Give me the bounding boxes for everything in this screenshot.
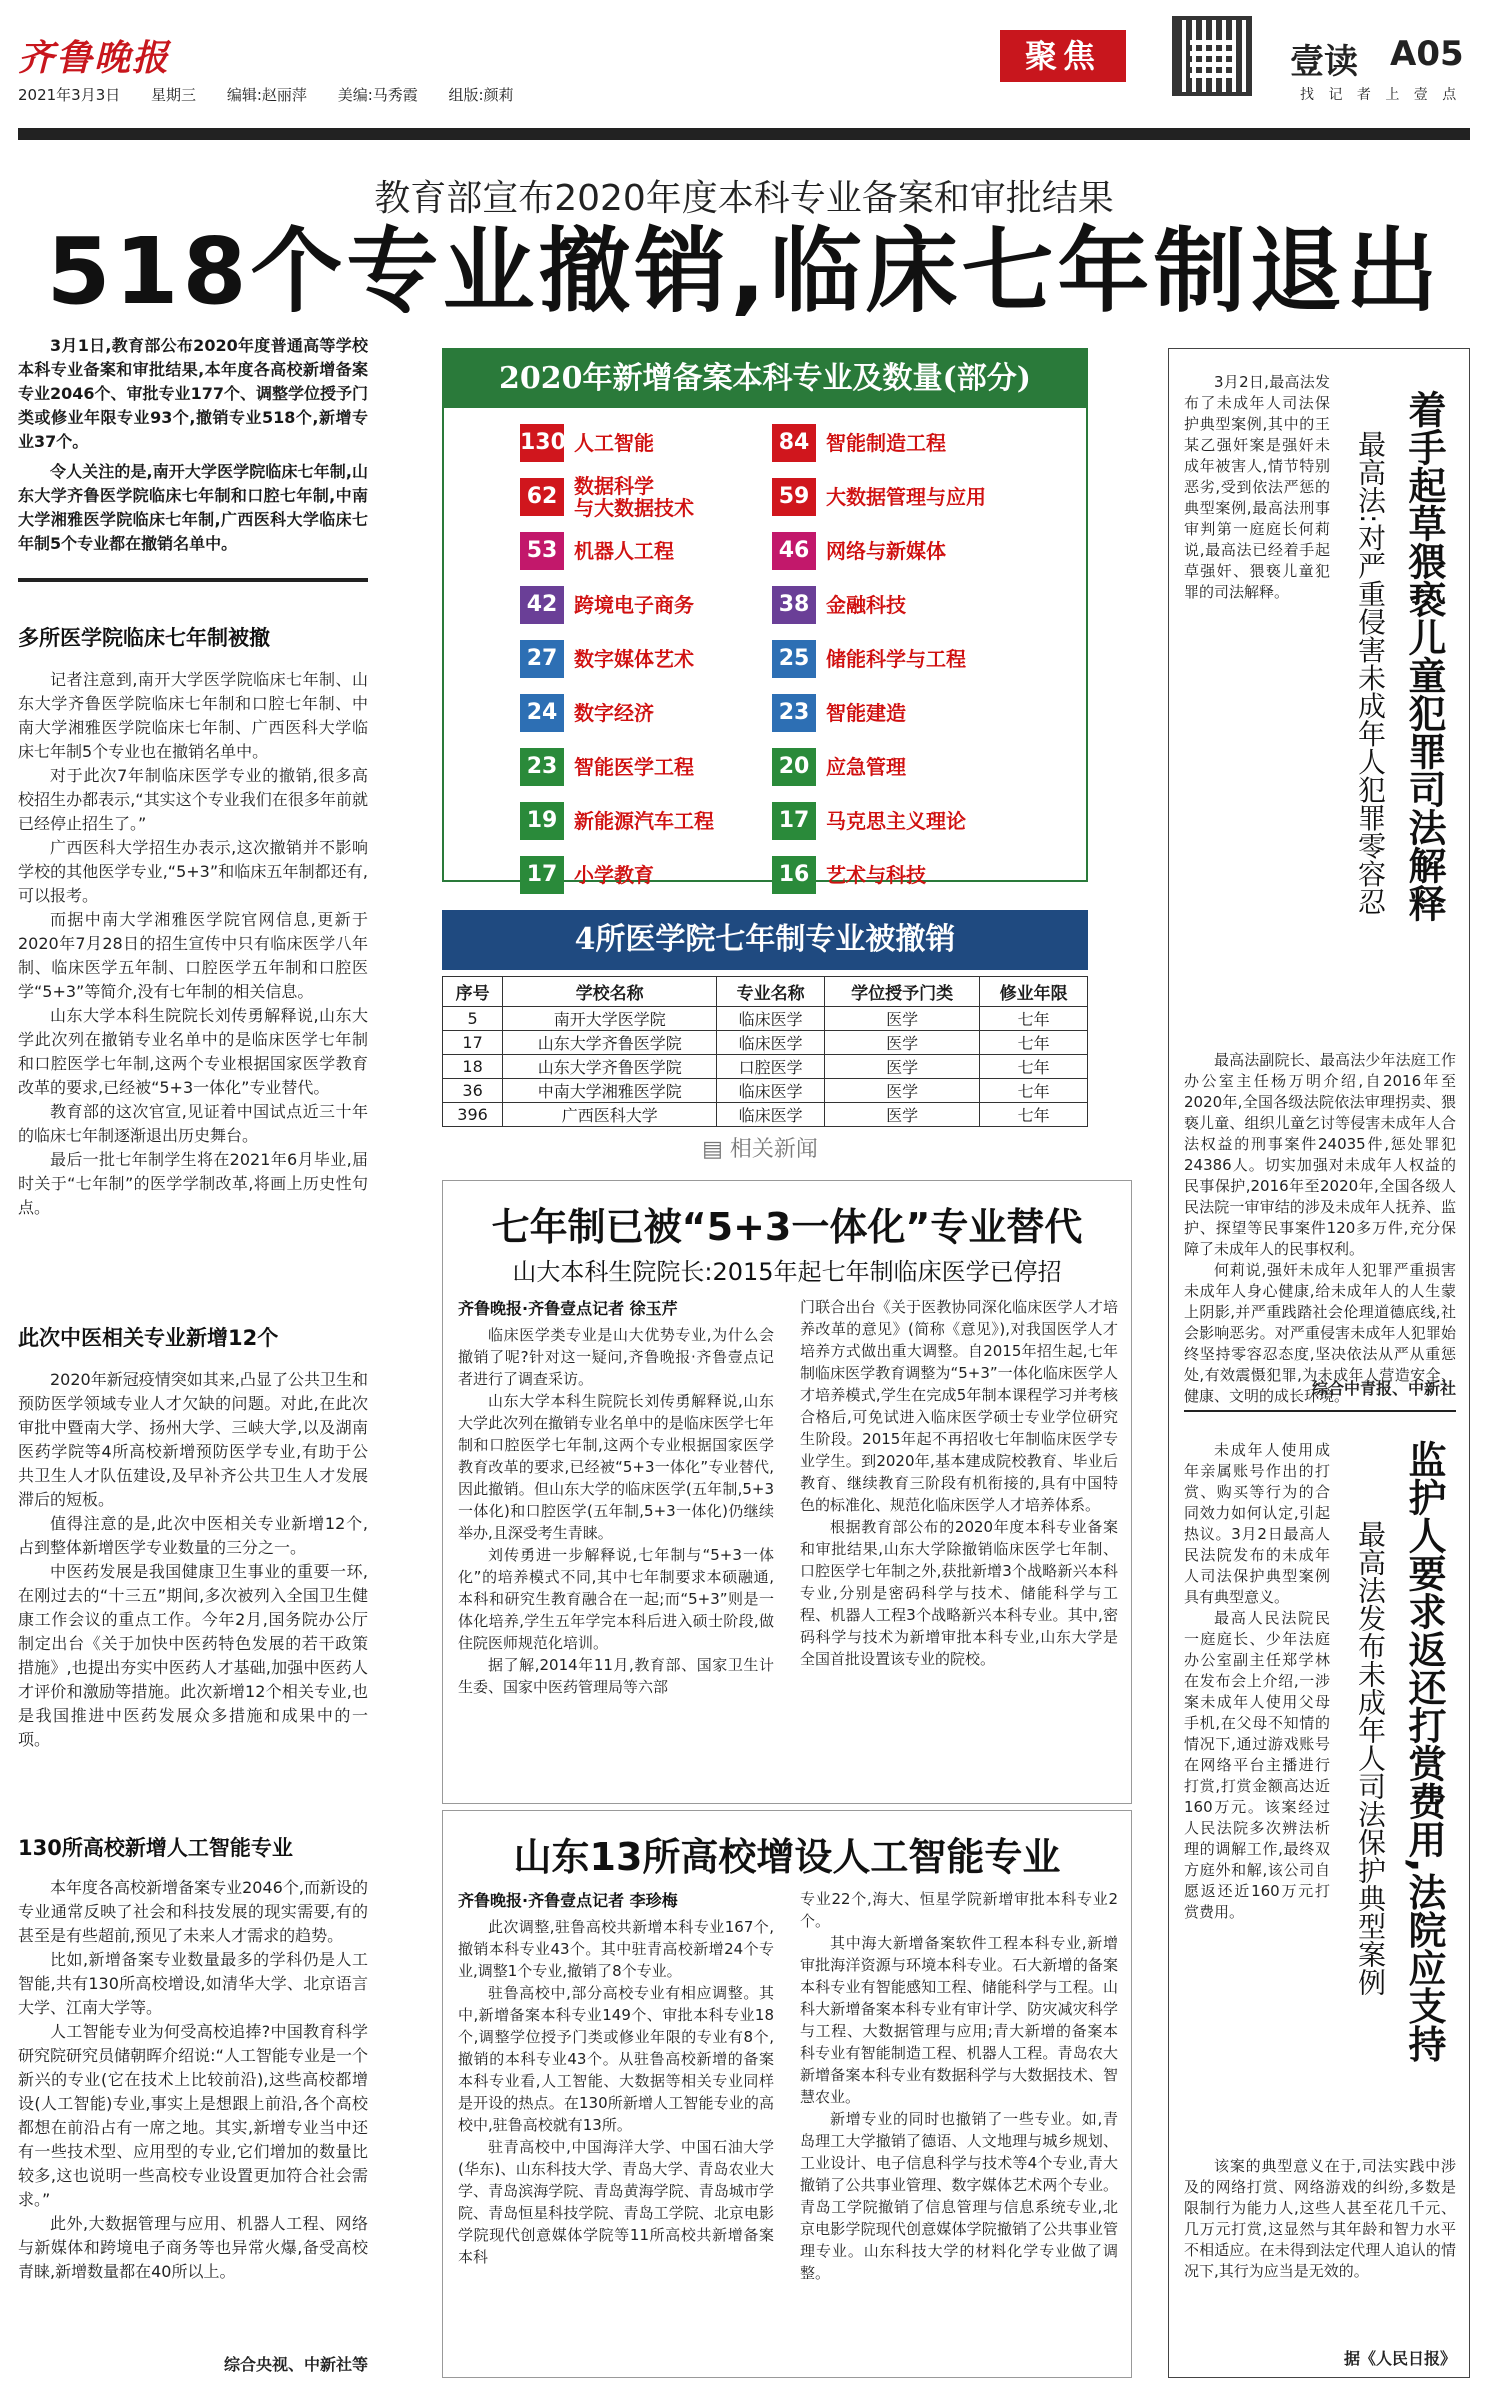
med-table-wrap [442,976,1088,1127]
para: 记者注意到,南开大学医学院临床七年制、山东大学齐鲁医学院临床七年制和口腔七年制、中南大学湘雅医学院临床七年制、广西医科大学临床七年制5个专业也在撤销名单中。 [18,670,368,761]
right-article-1-body-a [1184,372,1330,603]
divider [18,578,368,582]
lead-p: 令人关注的是,南开大学医学院临床七年制,山东大学齐鲁医学院临床七年制和口腔七年制,中南大学湘雅医学院临床七年制,广西医科大学临床七年制5个专业都在撤销名单中。 [18,462,368,553]
major-row [520,578,760,632]
major-name: 储能科学与工程 [826,647,966,671]
article-1-title: 七年制已被“5+3一体化”专业替代 [491,1205,1083,1249]
table-cell: 医学 [824,1055,979,1079]
major-row [520,416,760,470]
date: 2021年3月3日 [18,86,121,104]
section-body [18,1368,368,1752]
majors-panel-title: 2020年新增备案本科专业及数量(部分) [442,350,1088,408]
table-cell: 医学 [824,1079,979,1103]
right-article-2-title: 监护人要求返还打赏费用,法院应支持 [1402,1440,1446,2063]
major-row [772,794,1072,848]
table-header: 修业年限 [980,977,1088,1007]
major-count: 23 [520,748,564,786]
para: 未成年人使用成年亲属账号作出的打赏、购买等行为的合同效力如何认定,引起热议。3月2日最高人民法院发布的未成年人司法保护典型案例具有典型意义。 [1184,1441,1330,1606]
major-count: 17 [772,802,816,840]
section-body [18,1876,368,2284]
major-row [772,578,1072,632]
para: 值得注意的是,此次中医相关专业新增12个,占到整体新增医学专业数量的三分之一。 [18,1514,368,1557]
table-cell: 临床医学 [717,1031,825,1055]
table-cell: 七年 [980,1055,1088,1079]
major-name: 跨境电子商务 [574,593,694,617]
art-editor: 美编:马秀霞 [337,86,418,104]
weekday: 星期三 [151,86,197,104]
credit: 综合央视、中新社等 [223,2355,368,2374]
para: 专业22个,海大、恒星学院新增审批本科专业2个。 [800,1890,1118,1930]
major-count: 42 [520,586,564,624]
related-news-label: ▤ 相关新闻 [702,1137,818,1162]
major-name: 小学教育 [574,863,654,887]
major-row [772,848,1072,902]
right-article-2-body-a [1184,1440,1330,1923]
table-cell: 七年 [980,1079,1088,1103]
right-article-2-body-b [1184,2156,1456,2282]
lead-p: 3月1日,教育部公布2020年度普通高等学校本科专业备案和审批结果,本年度各高校新增备案专业2046个、审批专业177个、调整学位授予门类或修业年限专业93个,撤销专业518个,新增专业37个。 [18,336,368,451]
section-title: 此次中医相关专业新增12个 [18,1326,279,1350]
major-count: 84 [772,424,816,462]
table-cell: 广西医科大学 [503,1103,717,1127]
major-row [772,632,1072,686]
major-count: 27 [520,640,564,678]
major-count: 46 [772,532,816,570]
major-row [772,416,1072,470]
major-row [520,740,760,794]
para: 3月2日,最高法发布了未成年人司法保护典型案例,其中的王某乙强奸案是强奸未成年被害人,情节特别恶劣,受到依法严惩的典型案例,最高法刑事审判第一庭庭长何莉说,最高法已经着手起草强奸、猥亵儿童犯罪的司法解释。 [1184,373,1330,601]
para: 最高法副院长、最高法少年法庭工作办公室主任杨万明介绍,自2016年至2020年,全国各级法院依法审理拐卖、猥亵儿童、组织儿童乞讨等侵害未成年人合法权益的刑事案件24035件,惩处罪犯24386人。切实加强对未成年人权益的民事保护,2016年至2020年,全国各级人民法院一审审结的涉及未成年人抚养、监护、探望等民事案件120多万件,充分保障了未成年人的民事权利。 [1184,1051,1456,1258]
table-cell: 口腔医学 [717,1055,825,1079]
table-cell: 临床医学 [717,1079,825,1103]
dateline [18,84,534,105]
table-cell: 南开大学医学院 [503,1007,717,1031]
major-name: 应急管理 [826,755,906,779]
table-cell: 临床医学 [717,1007,825,1031]
qr-code-icon[interactable] [1172,16,1252,96]
table-cell: 36 [443,1079,503,1103]
major-row [520,632,760,686]
table-row [443,1031,1088,1055]
table-cell: 山东大学齐鲁医学院 [503,1055,717,1079]
para: 此次调整,驻鲁高校共新增本科专业167个,撤销本科专业43个。其中驻青高校新增24个专业,调整1个专业,撤销了8个专业。 [458,1918,774,1980]
table-cell: 七年 [980,1031,1088,1055]
table-cell: 中南大学湘雅医学院 [503,1079,717,1103]
para: 此外,大数据管理与应用、机器人工程、网络与新媒体和跨境电子商务等也异常火爆,备受高校青睐,新增数量都在40所以上。 [18,2214,368,2281]
article-2-byline: 齐鲁晚报·齐鲁壹点记者 李珍梅 [458,1891,678,1910]
para: 教育部的这次官宣,见证着中国试点近三十年的临床七年制逐渐退出历史舞台。 [18,1102,368,1145]
major-row [520,524,760,578]
major-name: 人工智能 [574,431,654,455]
para: 门联合出台《关于医教协同深化临床医学人才培养改革的意见》(简称《意见》),对我国医学人才培养方式做出重大调整。自2015年招生起,七年制临床医学教育调整为“5+3”一体化临床医学人才培养模式,学生在完成5年制本课程学习并考核合格后,可免试进入临床医学硕士专业学位研究生阶段。2015年起不再招收七年制临床医学专业学生。到2020年,基本建成院校教育、毕业后教育、继续教育三阶段有机衔接的,具有中国特色的标准化、规范化临床医学人才培养体系。 [800,1298,1118,1514]
page-number: A05 [1390,34,1464,74]
para: 驻青高校中,中国海洋大学、中国石油大学(华东)、山东科技大学、青岛大学、青岛农业大学、青岛滨海学院、青岛黄海学院、青岛城市学院、青岛恒星科技学院、青岛工学院、北京电影学院现代创意媒体学院等11所高校共新增备案本科 [458,2138,774,2266]
para: 山东大学本科生院院长刘传勇解释说,山东大学此次列在撤销专业名单中的是临床医学七年制和口腔医学七年制,这两个专业根据国家医学教育改革的要求,已经被“5+3一体化”专业替代。 [18,1006,368,1097]
table-row [443,1079,1088,1103]
major-name: 智能医学工程 [574,755,694,779]
right-article-2-subtitle: 最高法发布未成年人司法保护典型案例 [1354,1520,1387,1996]
major-row [772,686,1072,740]
major-name: 大数据管理与应用 [826,485,986,509]
major-name: 数据科学 与大数据技术 [574,474,694,520]
para: 新增专业的同时也撤销了一些专业。如,青岛理工大学撤销了德语、人文地理与城乡规划、工业设计、电子信息科学与技术等4个专业,青大撤销了公共事业管理、数字媒体艺术两个专业。青岛工学院撤销了信息管理与信息系统专业,北京电影学院现代创意媒体学院撤销了公共事业管理专业。山东科技大学的材料化学专业做了调整。 [800,2110,1118,2282]
para: 驻鲁高校中,部分高校专业有相应调整。其中,新增备案本科专业149个、审批本科专业18个,调整学位授予门类或修业年限的专业有8个,撤销的本科专业43个。从驻鲁高校新增的备案本科专业看,人工智能、大数据等相关专业同样是开设的热点。在130所新增人工智能专业的高校中,驻鲁高校就有13所。 [458,1984,774,2134]
headline: 518个专业撤销,临床七年制退出 [46,218,1442,325]
med-table [442,976,1088,1127]
table-cell: 396 [443,1103,503,1127]
para: 人工智能专业为何受高校追捧?中国教育科学研究院研究员储朝晖介绍说:“人工智能专业是一个新兴的专业(它在技术上比较前沿),这些高校都增设(人工智能)专业,事实上是想跟上前沿,各个高校都想在前沿占有一席之地。其实,新增专业当中还有一些技术型、应用型的专业,它们增加的数量比较多,这也说明一些高校专业设置更加符合社会需求。” [18,2022,368,2209]
reporter-tag: 找 记 者 上 壹 点 [1300,87,1457,103]
major-row [520,470,760,524]
proof: 组版:颜莉 [448,86,514,104]
major-name: 艺术与科技 [826,863,926,887]
table-cell: 山东大学齐鲁医学院 [503,1031,717,1055]
table-cell: 5 [443,1007,503,1031]
para: 刘传勇进一步解释说,七年制与“5+3一体化”的培养模式不同,其中七年制要求本硕融通,本科和研究生教育融合在一起;而“5+3”则是一体化培养,学生五年学完本科后进入硕士阶段,做住院医师规范化培训。 [458,1546,774,1652]
para: 本年度各高校新增备案专业2046个,而新设的专业通常反映了社会和科技发展的现实需要,有的甚至是有些超前,预见了未来人才需求的趋势。 [18,1878,368,1945]
major-name: 金融科技 [826,593,906,617]
para: 比如,新增备案专业数量最多的学科仍是人工智能,共有130所高校增设,如清华大学、北京语言大学、江南大学等。 [18,1950,368,2017]
major-count: 130 [520,424,564,462]
para: 山东大学本科生院院长刘传勇解释说,山东大学此次列在撤销专业名单中的是临床医学七年制和口腔医学七年制,这两个专业根据国家医学教育改革的要求,已经被“5+3一体化”专业替代,因此撤销。但山东大学的临床医学(五年制,5+3一体化)和口腔医学(五年制,5+3一体化)仍继续举办,且深受考生青睐。 [458,1392,774,1542]
article-1-col2 [800,1296,1118,1670]
major-count: 25 [772,640,816,678]
major-name: 马克思主义理论 [826,809,966,833]
para: 最高人民法院民一庭庭长、少年法庭办公室副主任郑学林在发布会上介绍,一涉案未成年人使用父母手机,在父母不知情的情况下,通过游戏账号在网络平台主播进行打赏,打赏金额高达近160万元。该案经过人民法院多次辨法析理的调解工作,最终双方庭外和解,该公司自愿返还近160万元打赏费用。 [1184,1609,1330,1921]
para: 临床医学类专业是山大优势专业,为什么会撤销了呢?针对这一疑问,齐鲁晚报·齐鲁壹点记者进行了调查采访。 [458,1326,774,1388]
major-count: 19 [520,802,564,840]
table-cell: 医学 [824,1007,979,1031]
section-label: 聚焦 [1000,30,1126,82]
para: 据了解,2014年11月,教育部、国家卫生计生委、国家中医药管理局等六部 [458,1656,774,1696]
section-body [18,668,368,1220]
major-count: 24 [520,694,564,732]
lead-paragraphs [18,334,368,562]
table-cell: 临床医学 [717,1103,825,1127]
major-name: 智能制造工程 [826,431,946,455]
major-name: 数字媒体艺术 [574,647,694,671]
major-count: 53 [520,532,564,570]
table-row [443,1103,1088,1127]
major-row [772,524,1072,578]
section-title: 多所医学院临床七年制被撤 [18,626,270,650]
related-text: 相关新闻 [729,1137,818,1162]
para: 根据教育部公布的2020年度本科专业备案和审批结果,山东大学除撤销临床医学七年制、口腔医学七年制之外,获批新增3个战略新兴本科专业,分别是密码科学与技术、储能科学与工程、机器人工程3个战略新兴本科专业。其中,密码科学与技术为新增审批本科专业,山东大学是全国首批设置该专业的院校。 [800,1518,1118,1668]
article-2-col1 [458,1916,774,2268]
para: 最后一批七年制学生将在2021年6月毕业,届时关于“七年制”的医学学制改革,将画上历史性句点。 [18,1150,368,1217]
article-1-subtitle: 山大本科生院院长:2015年起七年制临床医学已停招 [512,1258,1062,1286]
right-article-1-title: 着手起草猥亵儿童犯罪司法解释 [1402,390,1446,922]
table-cell: 17 [443,1031,503,1055]
major-row [520,848,760,902]
para: 对于此次7年制临床医学专业的撤销,很多高校招生办都表示,“其实这个专业我们在很多年前就已经停止招生了。” [18,766,368,833]
majors-list-right [772,416,1072,902]
brand-yidu: 壹读 [1290,42,1358,82]
article-2-col2 [800,1888,1118,2284]
major-row [520,686,760,740]
majors-list-left [520,416,760,902]
major-name: 智能建造 [826,701,906,725]
major-row [772,470,1072,524]
table-cell: 七年 [980,1103,1088,1127]
para: 2020年新冠疫情突如其来,凸显了公共卫生和预防医学领域专业人才欠缺的问题。对此,在此次审批中暨南大学、扬州大学、三峡大学,以及湖南医药学院等4所高校新增预防医学专业,有助于公共卫生人才队伍建设,及早补齐公共卫生人才发展滞后的短板。 [18,1370,368,1509]
right-article-1-subtitle: 最高法:对严重侵害未成年人犯罪零容忍 [1354,430,1387,916]
table-header: 学位授予门类 [824,977,979,1007]
table-cell: 18 [443,1055,503,1079]
med-table-title: 4所医学院七年制专业被撤销 [442,910,1088,970]
major-row [772,740,1072,794]
para: 中医药发展是我国健康卫生事业的重要一环,在刚过去的“十三五”期间,多次被列入全国卫生健康工作会议的重点工作。今年2月,国务院办公厅制定出台《关于加快中医药特色发展的若干政策措施》,也提出夯实中医药人才基础,加强中医药人才评价和激励等措施。此次新增12个相关专业,也是我国推进中医药发展众多措施和成果中的一项。 [18,1562,368,1749]
right-article-1-body-b [1184,1050,1456,1407]
major-count: 38 [772,586,816,624]
major-count: 59 [772,478,816,516]
major-count: 62 [520,478,564,516]
credit: 综合中青报、中新社 [1311,1379,1456,1398]
para: 其中海大新增备案软件工程本科专业,新增审批海洋资源与环境本科专业。石大新增的备案本科专业有智能感知工程、储能科学与工程。山科大新增备案本科专业有审计学、防灾减灾科学与工程、大数据管理与应用;青大新增的备案本科专业有智能制造工程、机器人工程。青岛农大新增备案本科专业有数据科学与大数据技术、智慧农业。 [800,1934,1118,2106]
divider [1184,1410,1456,1412]
editor: 编辑:赵丽萍 [226,86,307,104]
section-title: 130所高校新增人工智能专业 [18,1836,293,1860]
major-name: 数字经济 [574,701,654,725]
para: 何莉说,强奸未成年人犯罪严重损害未成年人身心健康,给未成年人的人生蒙上阴影,并严重践踏社会伦理道德底线,社会影响恶劣。对严重侵害未成年人犯罪始终坚持零容忍态度,坚决依法从严从重惩处,有效震慑犯罪,为未成年人营造安全、健康、文明的成长环境。 [1184,1261,1456,1405]
major-count: 23 [772,694,816,732]
table-cell: 七年 [980,1007,1088,1031]
header-rule [18,128,1470,140]
major-count: 20 [772,748,816,786]
table-header: 序号 [443,977,503,1007]
credit: 据《人民日报》 [1343,2349,1456,2368]
article-1-col1 [458,1324,774,1698]
major-row [520,794,760,848]
article-2-title: 山东13所高校增设人工智能专业 [513,1835,1061,1879]
table-row [443,1055,1088,1079]
para: 广西医科大学招生办表示,这次撤销并不影响学校的其他医学专业,“5+3”和临床五年制都还有,可以报考。 [18,838,368,905]
major-name: 机器人工程 [574,539,674,563]
table-cell: 医学 [824,1031,979,1055]
major-name: 网络与新媒体 [826,539,946,563]
article-1-byline: 齐鲁晚报·齐鲁壹点记者 徐玉芹 [458,1299,678,1318]
table-cell: 医学 [824,1103,979,1127]
masthead-logo: 齐鲁晚报 [18,37,171,79]
para: 而据中南大学湘雅医学院官网信息,更新于2020年7月28日的招生宣传中只有临床医学八年制、临床医学五年制、口腔医学五年制和口腔医学“5+3”等简介,没有七年制的相关信息。 [18,910,368,1001]
major-name: 新能源汽车工程 [574,809,714,833]
major-count: 16 [772,856,816,894]
table-row [443,1007,1088,1031]
table-header: 专业名称 [717,977,825,1007]
sub-headline: 教育部宣布2020年度本科专业备案和审批结果 [374,178,1114,219]
para: 该案的典型意义在于,司法实践中涉及的网络打赏、网络游戏的纠纷,多数是限制行为能力人,这些人甚至花几千元、几万元打赏,这显然与其年龄和智力水平不相适应。在未得到法定代理人追认的情况下,其行为应当是无效的。 [1184,2157,1456,2280]
major-count: 17 [520,856,564,894]
table-header: 学校名称 [503,977,717,1007]
